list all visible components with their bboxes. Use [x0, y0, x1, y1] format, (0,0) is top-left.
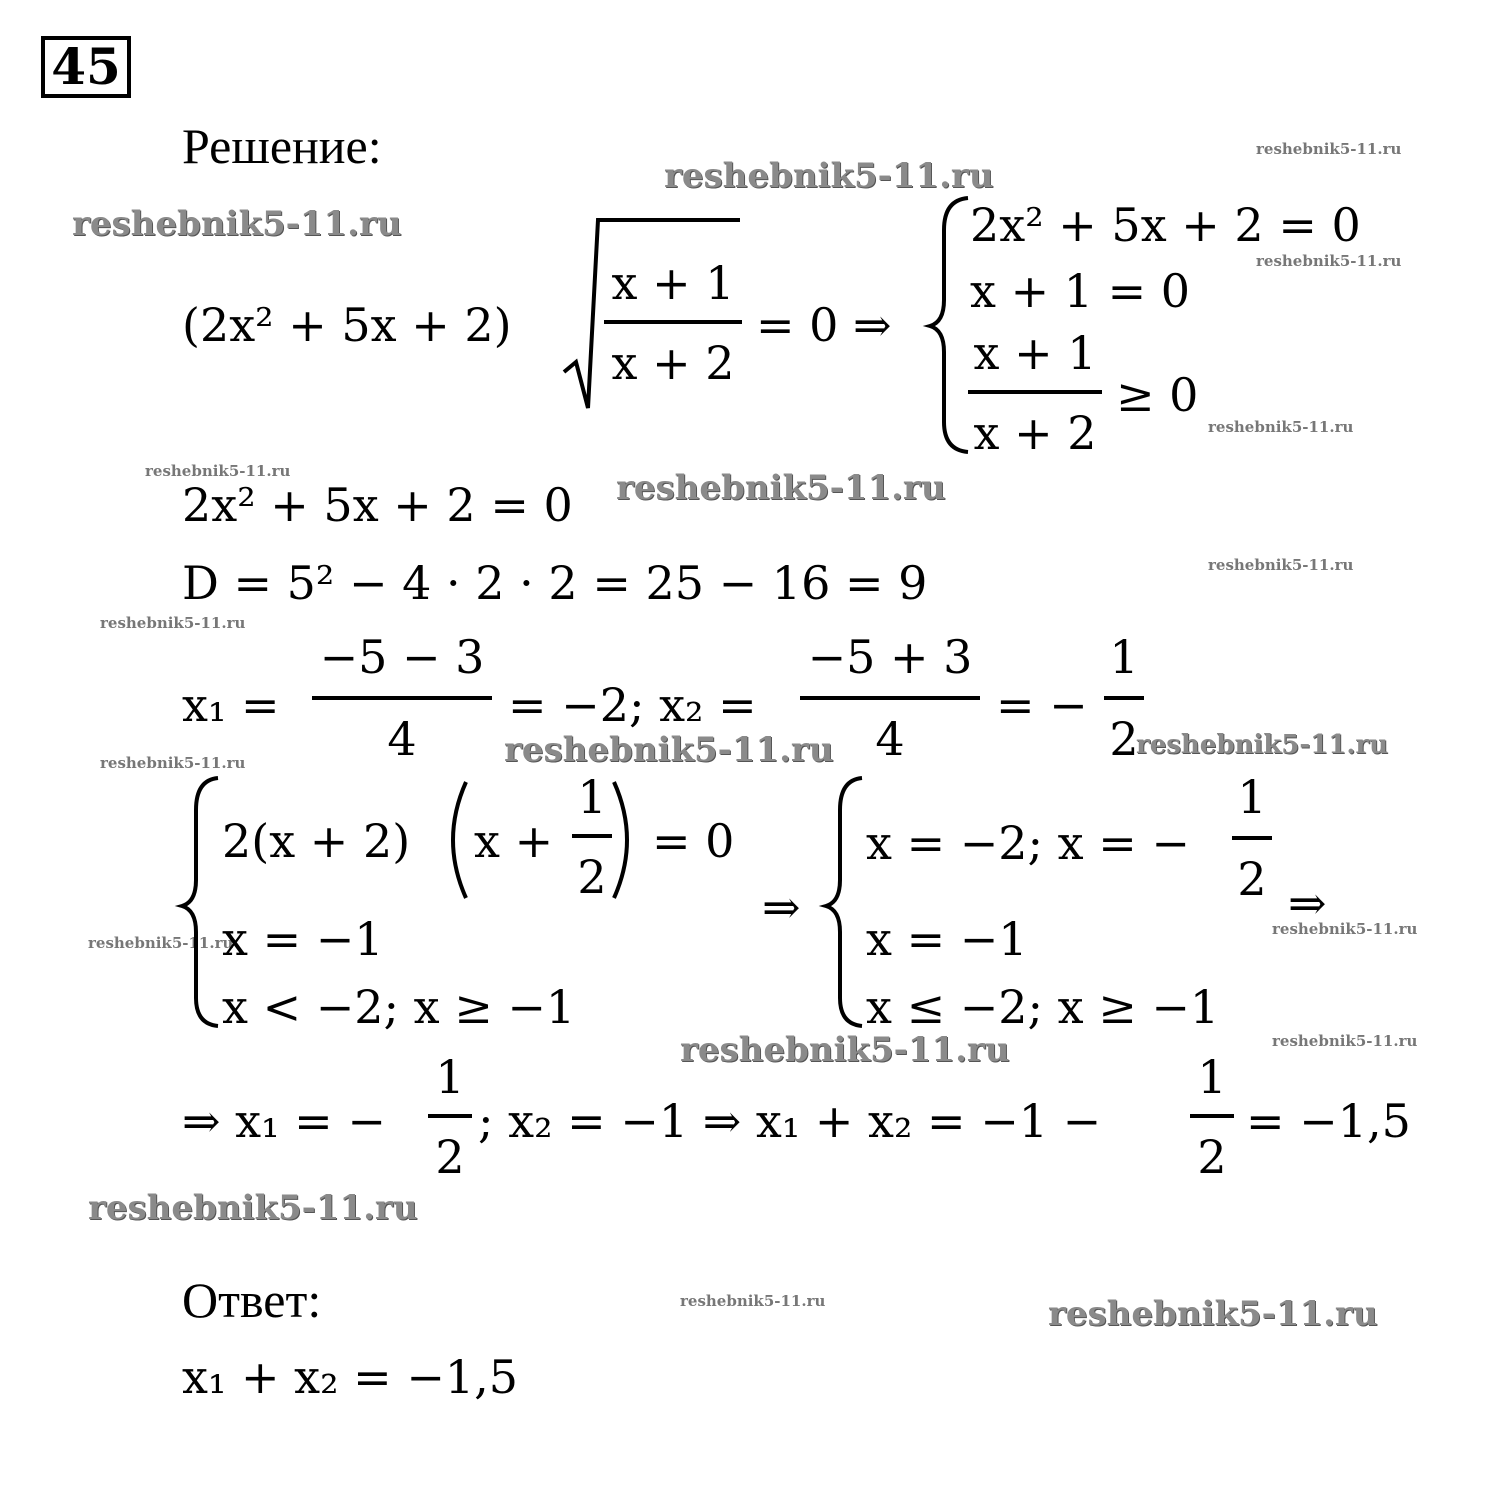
final-half1-denominator: 2	[435, 1130, 465, 1184]
system1-line1: 2x² + 5x + 2 = 0	[970, 198, 1361, 252]
problem-number: 45	[41, 36, 131, 98]
final-half2-denominator: 2	[1197, 1130, 1227, 1184]
system1-line3-denominator: x + 2	[973, 406, 1097, 460]
watermark: reshebnik5-11.ru	[680, 1292, 826, 1310]
watermark: reshebnik5-11.ru	[1272, 1032, 1418, 1050]
final-half2-bar	[1190, 1114, 1234, 1118]
watermark: reshebnik5-11.ru	[616, 468, 946, 508]
x1-result-x2-lhs: = −2; x₂ =	[508, 678, 757, 732]
system3-half-numerator: 1	[1237, 770, 1267, 824]
system3-line3: x ≤ −2; x ≥ −1	[866, 980, 1220, 1034]
watermark: reshebnik5-11.ru	[145, 462, 291, 480]
x2-numerator: −5 + 3	[807, 630, 973, 684]
system2-line1-equals: = 0	[652, 814, 735, 868]
final-line-result: = −1,5	[1246, 1094, 1411, 1148]
discriminant: D = 5² − 4 · 2 · 2 = 25 − 16 = 9	[182, 556, 928, 610]
watermark: reshebnik5-11.ru	[1272, 920, 1418, 938]
system2-line2: x = −1	[222, 912, 384, 966]
watermark: reshebnik5-11.ru	[680, 1030, 1010, 1070]
system1-line2: x + 1 = 0	[970, 264, 1191, 318]
final-half1-bar	[428, 1114, 472, 1118]
system3-line1: x = −2; x = −	[866, 816, 1190, 870]
system1-line3-numerator: x + 1	[973, 326, 1097, 380]
system2-line1-factor: 2(x + 2)	[222, 814, 411, 868]
final-half2-numerator: 1	[1197, 1050, 1227, 1104]
watermark: reshebnik5-11.ru	[1208, 418, 1354, 436]
system2-half-numerator: 1	[577, 770, 607, 824]
x2-equals: = −	[996, 678, 1088, 732]
x2-denominator: 4	[875, 712, 905, 766]
watermark: reshebnik5-11.ru	[100, 754, 246, 772]
final-line-part1: ⇒ x₁ = −	[182, 1094, 386, 1148]
watermark: reshebnik5-11.ru	[88, 1188, 418, 1228]
watermark: reshebnik5-11.ru	[1136, 730, 1389, 760]
system3-line2: x = −1	[866, 912, 1028, 966]
watermark: reshebnik5-11.ru	[88, 934, 234, 952]
system2-half-denominator: 2	[577, 850, 607, 904]
x1-lhs: x₁ =	[182, 678, 280, 732]
answer-value: x₁ + x₂ = −1,5	[182, 1350, 519, 1404]
x1-denominator: 4	[387, 712, 417, 766]
system1-line3-relation: ≥ 0	[1116, 368, 1199, 422]
watermark: reshebnik5-11.ru	[664, 156, 994, 196]
watermark: reshebnik5-11.ru	[1256, 252, 1402, 270]
watermark: reshebnik5-11.ru	[1048, 1294, 1378, 1334]
watermark: reshebnik5-11.ru	[1256, 140, 1402, 158]
quadratic-equation: 2x² + 5x + 2 = 0	[182, 478, 573, 532]
watermark: reshebnik5-11.ru	[504, 730, 834, 770]
implies-arrow-2: ⇒	[1288, 876, 1327, 930]
half-numerator: 1	[1109, 630, 1139, 684]
solution-label: Решение:	[182, 118, 382, 174]
system3-half-bar	[1232, 836, 1272, 840]
final-half1-numerator: 1	[435, 1050, 465, 1104]
half-denominator: 2	[1109, 712, 1139, 766]
x1-numerator: −5 − 3	[319, 630, 485, 684]
watermark: reshebnik5-11.ru	[1208, 556, 1354, 574]
answer-label: Ответ:	[182, 1272, 322, 1328]
system2-line3: x < −2; x ≥ −1	[222, 980, 576, 1034]
system2-line1-x-plus: x +	[474, 814, 554, 868]
root-denominator: x + 2	[611, 336, 735, 390]
watermark: reshebnik5-11.ru	[100, 614, 246, 632]
implies-arrow: ⇒	[762, 880, 801, 934]
final-line-part2: ; x₂ = −1 ⇒ x₁ + x₂ = −1 −	[478, 1094, 1102, 1148]
equation-right: = 0 ⇒	[756, 298, 892, 352]
watermark: reshebnik5-11.ru	[72, 204, 402, 244]
root-numerator: x + 1	[611, 256, 735, 310]
system3-half-denominator: 2	[1237, 852, 1267, 906]
equation-left: (2x² + 5x + 2)	[182, 298, 512, 352]
